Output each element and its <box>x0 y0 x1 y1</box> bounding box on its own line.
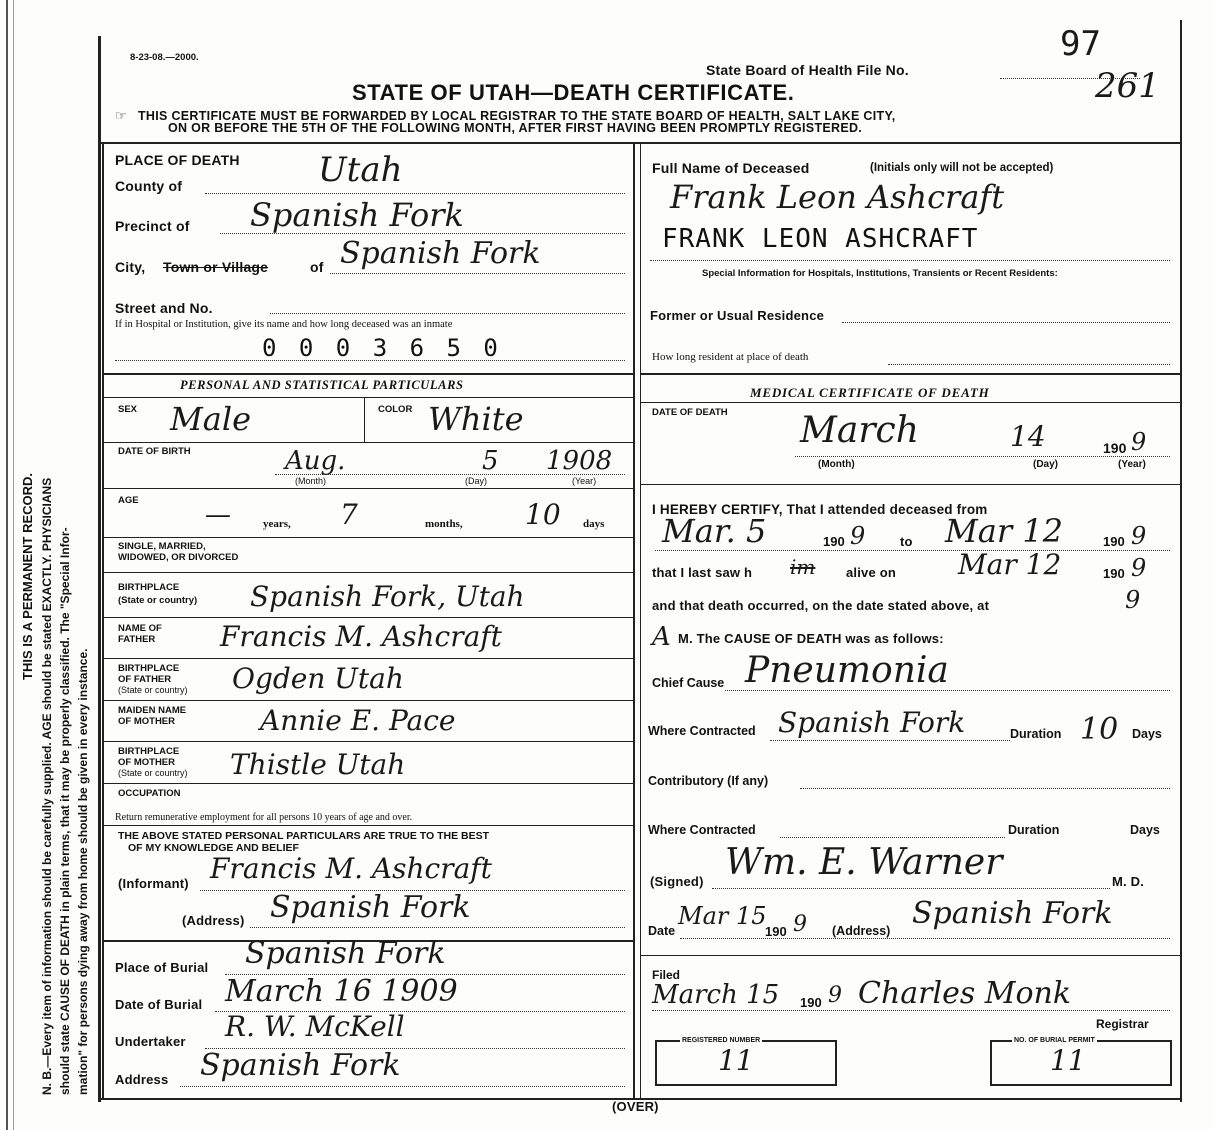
dod-month-caption: (Month) <box>818 459 855 470</box>
form-code: 8-23-08.—2000. <box>130 52 199 63</box>
chief-cause-label: Chief Cause <box>652 676 725 690</box>
undertaker-address-value: Spanish Fork <box>200 1048 401 1083</box>
attended-to-year: 9 <box>1131 522 1147 550</box>
county-line <box>205 193 625 194</box>
frame-right <box>1180 20 1182 1102</box>
undertaker-value: R. W. McKell <box>225 1010 405 1043</box>
father-bp-label-1: BIRTHPLACE <box>118 663 180 674</box>
full-name-print: FRANK LEON ASHCRAFT <box>662 224 979 254</box>
certify-text: I HEREBY CERTIFY, That I attended deceased from <box>652 502 988 517</box>
rule-filed <box>641 955 1180 956</box>
color-label: COLOR <box>378 404 413 415</box>
mother-bp-label-2: OF MOTHER <box>118 757 175 768</box>
sign-address: Spanish Fork <box>912 896 1113 931</box>
last-saw-suffix: im <box>790 555 816 579</box>
filed-year: 9 <box>828 983 842 1008</box>
precinct-label: Precinct of <box>115 218 190 234</box>
mother-maiden-label-2: OF MOTHER <box>118 716 175 727</box>
undertaker-label: Undertaker <box>115 1034 186 1049</box>
dod-month: March <box>800 410 919 451</box>
registrar-name: Charles Monk <box>858 976 1072 1011</box>
county-value: Utah <box>318 150 403 190</box>
file-no-top: 97 <box>1060 24 1101 64</box>
full-name-value: Frank Leon Ashcraft <box>670 178 1005 216</box>
mother-maiden-label-1: MAIDEN NAME <box>118 705 187 716</box>
burial-date-value: March 16 1909 <box>225 974 458 1009</box>
rule-father <box>104 617 633 618</box>
burial-date-label: Date of Burial <box>115 997 203 1012</box>
rule-certify <box>641 484 1180 485</box>
rule-personal <box>104 373 633 375</box>
father-value: Francis M. Ashcraft <box>220 620 502 653</box>
where-contracted-2-label: Where Contracted <box>648 823 756 837</box>
binding-edge-inner <box>13 0 14 1130</box>
mother-bp-label-1: BIRTHPLACE <box>118 746 180 757</box>
duration-label: Duration <box>1010 727 1062 741</box>
full-name-note: (Initials only will not be accepted) <box>870 162 1054 174</box>
filed-year-prefix: 190 <box>800 995 822 1010</box>
of-label: of <box>310 259 324 275</box>
pointing-hand-icon: ☞ <box>115 108 127 123</box>
mother-bp-value: Thistle Utah <box>230 748 406 781</box>
side-note-line3: mation" for persons dying away from home should be given in every instance. <box>76 648 90 1095</box>
months-value: 7 <box>340 498 358 531</box>
residence-label: Former or Usual Residence <box>650 308 825 323</box>
binding-edge <box>6 0 8 1130</box>
hospital-note: If in Hospital or Institution, give its name and how long deceased was an inmate <box>115 319 453 330</box>
filed-line <box>652 1010 1170 1011</box>
rule-dob <box>104 442 633 443</box>
special-info: Special Information for Hospitals, Institutions, Transients or Recent Residents: <box>702 268 1058 279</box>
occupation-label: OCCUPATION <box>118 788 181 799</box>
center-divider <box>633 144 635 1098</box>
precinct-value: Spanish Fork <box>250 196 464 234</box>
years-label: years, <box>263 518 291 530</box>
contributory-label: Contributory (If any) <box>648 774 769 788</box>
attended-from-year: 9 <box>850 522 866 550</box>
father-bp-label-2: OF FATHER <box>118 674 172 685</box>
dod-day: 14 <box>1010 420 1046 453</box>
file-no-label: State Board of Health File No. <box>706 62 909 78</box>
dod-label: DATE OF DEATH <box>652 407 728 418</box>
last-saw-year-prefix: 190 <box>1103 566 1125 581</box>
last-saw-year: 9 <box>1131 554 1147 582</box>
sign-year-prefix: 190 <box>765 924 787 939</box>
dod-day-caption: (Day) <box>1033 459 1059 470</box>
frame-left <box>98 36 101 1102</box>
rule-mother <box>104 700 633 701</box>
death-occurred-text: and that death occurred, on the date stated above, at <box>652 598 990 613</box>
town-label: Town or Village <box>163 259 269 275</box>
father-label-1: NAME OF <box>118 623 162 634</box>
marital-label-1: SINGLE, MARRIED, <box>118 541 206 552</box>
sex-label: SEX <box>118 404 138 415</box>
personal-header: PERSONAL AND STATISTICAL PARTICULARS <box>180 378 464 392</box>
place-of-death-label: PLACE OF DEATH <box>115 152 240 168</box>
informant-value: Francis M. Ashcraft <box>210 852 492 885</box>
years-value: — <box>205 500 231 530</box>
dob-day: 5 <box>482 446 499 476</box>
stamp-number: 0 0 0 3 6 5 0 <box>262 334 502 362</box>
dob-month-caption: (Month) <box>295 476 327 486</box>
page-title: STATE OF UTAH—DEATH CERTIFICATE. <box>352 80 795 105</box>
informant-address-line <box>250 927 625 928</box>
md-label: M. D. <box>1112 874 1145 889</box>
age-label: AGE <box>118 495 139 506</box>
birthplace-value: Spanish Fork, Utah <box>250 580 525 613</box>
signed-value: Wm. E. Warner <box>725 842 1003 883</box>
rule-medical <box>641 373 1180 375</box>
rule-marital <box>104 537 633 538</box>
birthplace-label-1: BIRTHPLACE <box>118 582 180 593</box>
dob-day-caption: (Day) <box>465 476 487 486</box>
contributory-line <box>800 788 1170 789</box>
marital-label-2: WIDOWED, OR DIVORCED <box>118 552 239 563</box>
rule-mother-bp <box>104 741 633 742</box>
registered-number-label: REGISTERED NUMBER <box>682 1037 761 1044</box>
rule-sex <box>104 397 633 398</box>
signed-line <box>712 888 1110 889</box>
attest-2: OF MY KNOWLEDGE AND BELIEF <box>128 842 299 854</box>
sex-color-divider <box>364 398 365 442</box>
rule-age <box>104 488 633 489</box>
where-contracted-2-line <box>780 837 1005 838</box>
alive-on-label: alive on <box>846 565 897 580</box>
informant-label: (Informant) <box>118 876 189 891</box>
informant-address-value: Spanish Fork <box>270 890 471 925</box>
attended-from-year-prefix: 190 <box>823 534 845 549</box>
last-saw-date: Mar 12 <box>958 548 1062 581</box>
county-label: County of <box>115 178 183 194</box>
days-value: 10 <box>525 498 561 531</box>
days-label: days <box>583 518 605 530</box>
dob-label: DATE OF BIRTH <box>118 446 191 457</box>
street-line <box>270 313 625 314</box>
file-no-value: 261 <box>1095 66 1160 106</box>
sign-year: 9 <box>793 912 807 937</box>
rule-attest <box>104 825 633 826</box>
side-note-line1: N. B.—Every item of information should be carefully supplied. AGE should be stated EXACTLY. PHYSICIANS <box>40 477 54 1095</box>
dob-month: Aug. <box>285 446 346 476</box>
burial-place-label: Place of Burial <box>115 960 209 975</box>
dob-line <box>275 474 625 475</box>
street-label: Street and No. <box>115 300 213 316</box>
attended-to-year-prefix: 190 <box>1103 534 1125 549</box>
medical-header: MEDICAL CERTIFICATE OF DEATH <box>750 385 990 400</box>
dod-year-caption: (Year) <box>1118 459 1146 470</box>
side-note-line2: should state CAUSE OF DEATH in plain terms, that it may be properly classified. The "Special Infor- <box>58 527 72 1095</box>
sign-date: Mar 15 <box>678 902 767 930</box>
dob-year-caption: (Year) <box>572 476 597 486</box>
registrar-label: Registrar <box>1096 1017 1149 1031</box>
dod-year-prefix: 190 <box>1103 440 1127 456</box>
instruction-line-2: ON OR BEFORE THE 5TH OF THE FOLLOWING MONTH, AFTER FIRST HAVING BEEN PROMPTLY REGISTERED. <box>168 121 863 135</box>
burial-place-value: Spanish Fork <box>245 936 446 971</box>
resident-line <box>888 364 1170 365</box>
sex-value: Male <box>170 400 252 438</box>
burial-permit-label: NO. OF BURIAL PERMIT <box>1014 1037 1095 1044</box>
rule-dod <box>641 402 1180 403</box>
sign-date-line <box>680 938 1170 939</box>
full-name-line <box>650 260 1170 261</box>
to-label: to <box>900 534 913 549</box>
cause-text: M. The CAUSE OF DEATH was as follows: <box>678 631 944 646</box>
father-bp-label-3: (State or country) <box>118 685 188 695</box>
father-label-2: FATHER <box>118 634 156 645</box>
over-label: (OVER) <box>612 1099 659 1114</box>
father-bp-value: Ogden Utah <box>232 662 404 695</box>
left-inner <box>102 144 104 1098</box>
color-value: White <box>428 400 524 438</box>
header-rule <box>100 142 1182 144</box>
months-label: months, <box>425 518 463 530</box>
informant-address-label: (Address) <box>182 913 245 928</box>
rule-occupation <box>104 783 633 784</box>
sign-address-label: (Address) <box>832 924 891 938</box>
chief-cause-value: Pneumonia <box>745 650 949 691</box>
signed-label: (Signed) <box>650 874 704 889</box>
residence-line <box>842 322 1170 323</box>
ampm-value: A <box>652 622 671 652</box>
duration-2-days-label: Days <box>1130 823 1160 837</box>
dob-year: 1908 <box>546 446 613 476</box>
attended-to: Mar 12 <box>945 512 1064 550</box>
attended-from: Mar. 5 <box>662 512 767 550</box>
dod-year-suffix: 9 <box>1131 428 1147 456</box>
filed-label: Filed <box>652 968 681 982</box>
attest-1: THE ABOVE STATED PERSONAL PARTICULARS ARE TRUE TO THE BEST <box>118 830 490 842</box>
dod-line <box>795 456 1170 457</box>
where-contracted-label: Where Contracted <box>648 724 756 738</box>
death-hour: 9 <box>1125 586 1141 614</box>
last-saw-label: that I last saw h <box>652 565 753 580</box>
city-line <box>330 273 625 274</box>
duration-2-label: Duration <box>1008 823 1060 837</box>
undertaker-address-line <box>180 1086 625 1087</box>
rule-father-bp <box>104 658 633 659</box>
burial-permit-value: 11 <box>1050 1044 1086 1077</box>
where-contracted-line <box>770 740 1010 741</box>
mother-maiden-value: Annie E. Pace <box>260 704 456 737</box>
instruction-line-1: THIS CERTIFICATE MUST BE FORWARDED BY LOCAL REGISTRAR TO THE STATE BOARD OF HEALTH, SALT LAKE CITY, <box>138 109 896 123</box>
rule-birthplace <box>104 572 633 573</box>
city-value: Spanish Fork <box>340 236 541 271</box>
duration-value: 10 <box>1080 712 1119 747</box>
where-contracted-value: Spanish Fork <box>778 706 966 739</box>
mother-bp-label-3: (State or country) <box>118 768 188 778</box>
side-note-permanent: THIS IS A PERMANENT RECORD. <box>20 472 35 680</box>
sign-date-label: Date <box>648 924 676 938</box>
duration-days-label: Days <box>1132 727 1162 741</box>
filed-date: March 15 <box>652 980 780 1010</box>
birthplace-label-2: (State or country) <box>118 595 198 606</box>
full-name-label: Full Name of Deceased <box>652 160 810 176</box>
undertaker-address-label: Address <box>115 1072 169 1087</box>
occupation-note: Return remunerative employment for all persons 10 years of age and over. <box>115 812 413 823</box>
city-label: City, <box>115 259 146 275</box>
attended-line <box>655 550 1170 551</box>
registered-number-value: 11 <box>718 1044 754 1077</box>
resident-label: How long resident at place of death <box>652 351 809 363</box>
